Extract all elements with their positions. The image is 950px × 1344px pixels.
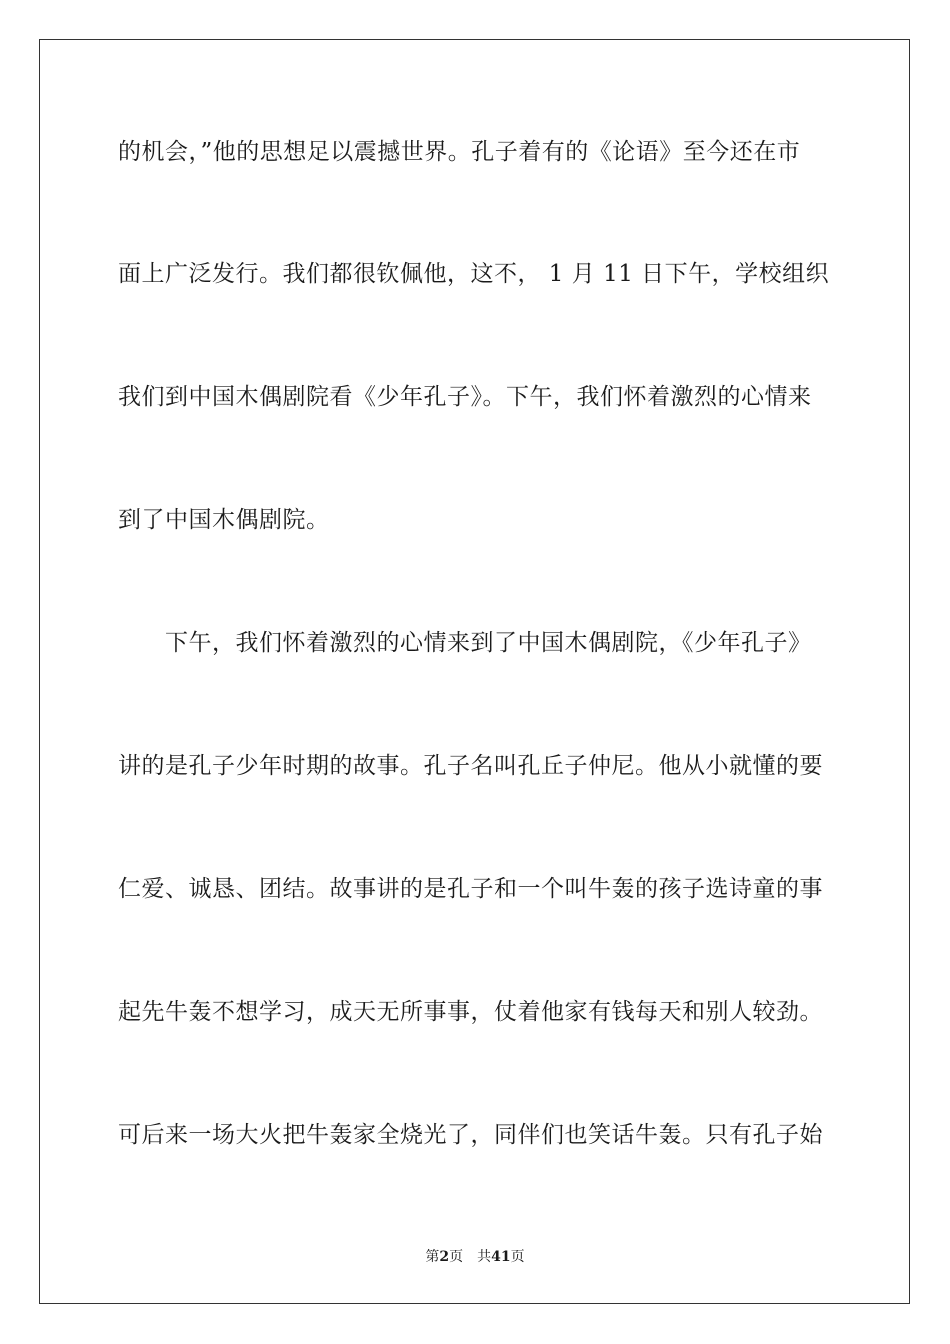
paragraph-line-3: 我们到中国木偶剧院看《少年孔子》。下午，我们怀着激烈的心情来 [118, 384, 812, 410]
paragraph-line-5: 下午，我们怀着激烈的心情来到了中国木偶剧院，《少年孔子》 [165, 630, 812, 656]
footer-total-suffix: 页 [510, 1249, 525, 1265]
paragraph-line-4: 到了中国木偶剧院。 [118, 507, 330, 533]
footer-page-number: 2 [439, 1249, 450, 1265]
footer-page-prefix: 第 [425, 1249, 440, 1265]
paragraph-line-6: 讲的是孔子少年时期的故事。孔子名叫孔丘子仲尼。他从小就懂的要 [118, 753, 823, 779]
paragraph-line-1: 的机会，”他的思想足以震撼世界。孔子着有的《论语》至今还在市 [118, 139, 801, 165]
paragraph-line-8: 起先牛轰不想学习，成天无所事事，仗着他家有钱每天和别人较劲。 [118, 999, 823, 1025]
footer-total-prefix: 共 [477, 1249, 492, 1265]
paragraph-line-2: 面上广泛发行。我们都很钦佩他，这不， 1 月 11 日下午，学校组织 [118, 261, 830, 287]
page-footer [0, 1248, 950, 1266]
page-border [39, 39, 910, 1304]
paragraph-line-9: 可后来一场大火把牛轰家全烧光了，同伴们也笑话牛轰。只有孔子始 [118, 1122, 823, 1148]
paragraph-line-7: 仁爱、诚恳、团结。故事讲的是孔子和一个叫牛轰的孩子选诗童的事 [118, 876, 823, 902]
footer-total-pages: 41 [491, 1249, 511, 1265]
footer-page-suffix: 页 [449, 1249, 464, 1265]
